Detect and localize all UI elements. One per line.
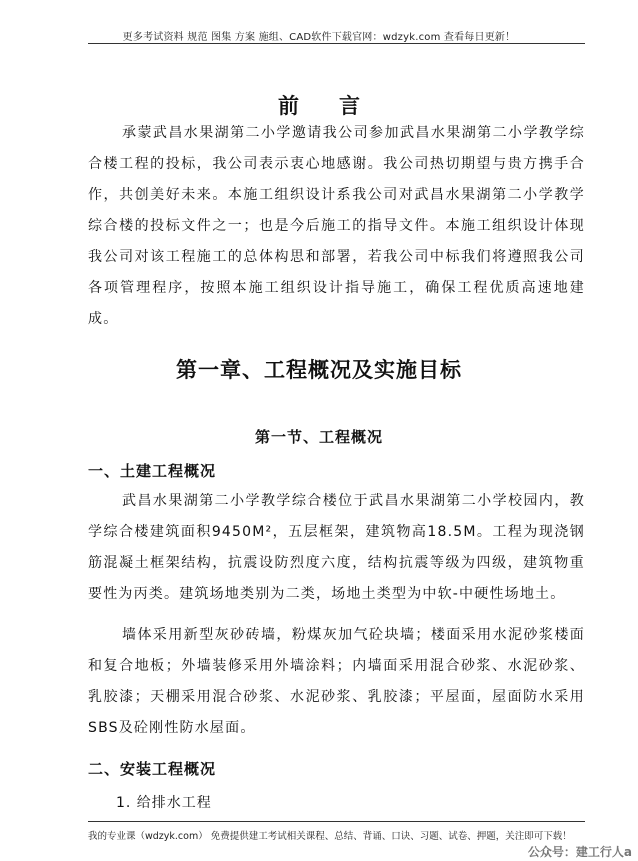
header-divider: [88, 43, 585, 44]
install-heading: 二、安装工程概况: [88, 760, 217, 778]
civil-paragraph-1: 武昌水果湖第二小学教学综合楼位于武昌水果湖第二小学校园内，教学综合楼建筑面积9450M²，五层框架，建筑物高18.5M。工程为现浇钢筋混凝土框架结构，抗震设防烈度六度，结构抗震等级为四级，建筑物重要性为丙类。建筑场地类别为二类，场地土类型为中软-中硬性场地土。: [88, 493, 585, 602]
footer-divider: [88, 821, 585, 822]
install-item-1: 1. 给排水工程: [116, 795, 212, 811]
civil-paragraph-2: 墙体采用新型灰砂砖墙，粉煤灰加气砼块墙；楼面采用水泥砂浆楼面和复合地板；外墙装修采用外墙涂料；内墙面采用混合砂浆、水泥砂浆、乳胶漆；天棚采用混合砂浆、水泥砂浆、乳胶漆；平屋面，屋面防水采用SBS及砼刚性防水屋面。: [88, 627, 585, 736]
page-header: 更多考试资料 规范 图集 方案 施组、CAD软件下载官网：wdzyk.com 查看每日更新！: [122, 32, 516, 43]
civil-heading: 一、土建工程概况: [88, 462, 217, 480]
preface-title: 前言: [278, 94, 400, 118]
page-footer: 我的专业课（wdzyk.com） 免费提供建工考试相关课程、总结、背诵、口诀、习题、试卷、押题，关注即可下载！: [88, 831, 572, 842]
watermark-label: 公众号：建工行人a: [527, 845, 632, 859]
preface-paragraph: 承蒙武昌水果湖第二小学邀请我公司参加武昌水果湖第二小学教学综合楼工程的投标，我公司表示衷心地感谢。我公司热切期望与贵方携手合作，共创美好未来。本施工组织设计系我公司对武昌水果湖第二小学教学综合楼的投标文件之一；也是今后施工的指导文件。本施工组织设计体现我公司对该工程施工的总体构思和部署，若我公司中标我们将遵照我公司各项管理程序，按照本施工组织设计指导施工，确保工程优质高速地建成。: [88, 125, 585, 327]
chapter-title: 第一章、工程概况及实施目标: [176, 358, 462, 382]
section-title: 第一节、工程概况: [254, 428, 383, 446]
